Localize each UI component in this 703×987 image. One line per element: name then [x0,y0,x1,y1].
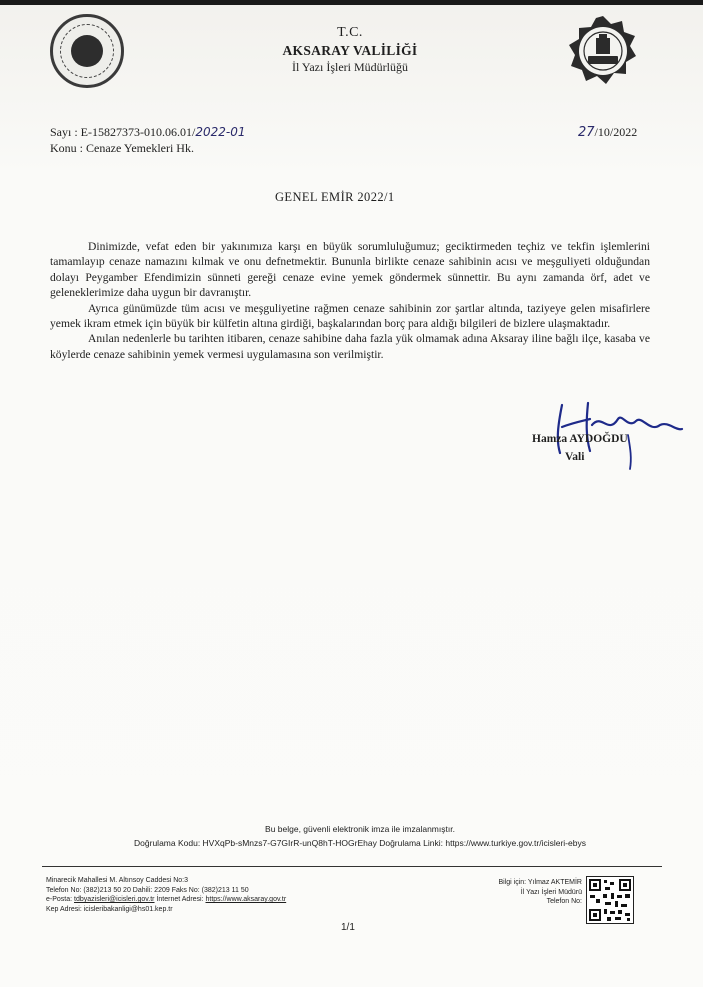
date-day-handwritten: 27 [578,125,595,140]
top-dark-edge [0,0,703,5]
info-contact-phone: Telefon No: [546,898,582,906]
info-contact-person: Bilgi için: Yılmaz AKTEMİR [498,879,582,886]
aksaray-governorship-logo-icon [566,14,640,88]
footer-web-link[interactable]: https://www.aksaray.gov.tr [205,896,287,904]
footer-divider [42,866,662,867]
document-subject [50,141,194,156]
sayi-label: Sayı [50,125,72,139]
date-rest: /10/2022 [594,125,638,139]
ministry-emblem-icon [50,14,124,88]
footer-kep: Kep Adresi: icisleribakanligi@hs01.kep.tr [46,905,173,913]
verification-code-line: Doğrulama Kodu: HVXqPb-sMnzs7-G7GIrR-unQ8hT-HOGrEhay Doğrulama Linki: https://www.turkiye.gov.tr/icisleri-ebys [134,838,586,848]
sayi-handwritten: 2022-01 [195,125,246,139]
header-directorate: İl Yazı İşleri Müdürlüğü [292,60,408,74]
footer-phone: Telefon No: (382)213 50 20 Dahili: 2209 Faks No: (382)213 11 50 [46,886,249,894]
document-heading: GENEL EMİR 2022/1 [275,190,395,204]
footer-contact [46,876,286,914]
info-contact-title: İl Yazı İşleri Müdürü [520,888,582,896]
konu-label: Konu [50,141,77,155]
document-date [578,125,637,140]
esignature-notice: Bu belge, güvenli elektronik imza ile imzalanmıştır. [265,824,455,834]
signatory-title: Vali [565,451,585,463]
paragraph-1: Dinimizde, vefat eden bir yakınımıza karşı en büyük sorumluluğumuz; geciktirmeden teçhiz ve tekfin işlemlerini tamamlayıp cenaze namazını kılmak ve onu defnetmektir. Bununla birlikte cenaze sahibinin acısı ve meşguliyeti olduğundan dolayı Peygamber Efendimizin sünneti gereği cenaze evine yemek göndermek sünnettir. Bu aynı zamanda örf, adet ve geleneklerimize daha uygun bir davranıştır. [50,240,650,300]
qr-code-icon [586,876,634,924]
page-number: 1/1 [341,922,355,933]
footer-address: Minarecik Mahallesi M. Altınsoy Caddesi No:3 [46,877,189,884]
footer-email-web: e-Posta: tdbyazisleri@icisleri.gov.tr İnternet Adresi: https://www.aksaray.gov.tr [46,896,287,904]
paragraph-2: Ayrıca günümüzde tüm acısı ve meşguliyetine rağmen cenaze sahibinin zor şartlar altında, taziyeye gelen misafirlere yemek ikram etmek için büyük bir külfetin altına girdiği, başkalarından borç para aldığı bilgileri de bizlere ulaşmaktadır. [50,301,650,331]
signatory-name: Hamza AYDOĞDU [532,433,628,445]
footer-info [462,878,582,907]
document-number [50,125,245,140]
document-body [50,239,650,362]
sayi-value: : E-15827373-010.06.01/ [74,125,196,139]
paragraph-3: Anılan nedenlerle bu tarihten itibaren, cenaze sahibine daha fazla yük olmamak adına Aksaray iline bağlı ilçe, kasaba ve köylerde cenaze sahibinin yemek vermesi uygulamasına son verilmiştir. [50,332,650,361]
header-governorship: AKSARAY VALİLİĞİ [282,43,418,58]
header-tc: T.C. [337,25,363,40]
konu-value: : Cenaze Yemekleri Hk. [79,141,194,155]
footer-email-link[interactable]: tdbyazisleri@icisleri.gov.tr [74,896,155,904]
